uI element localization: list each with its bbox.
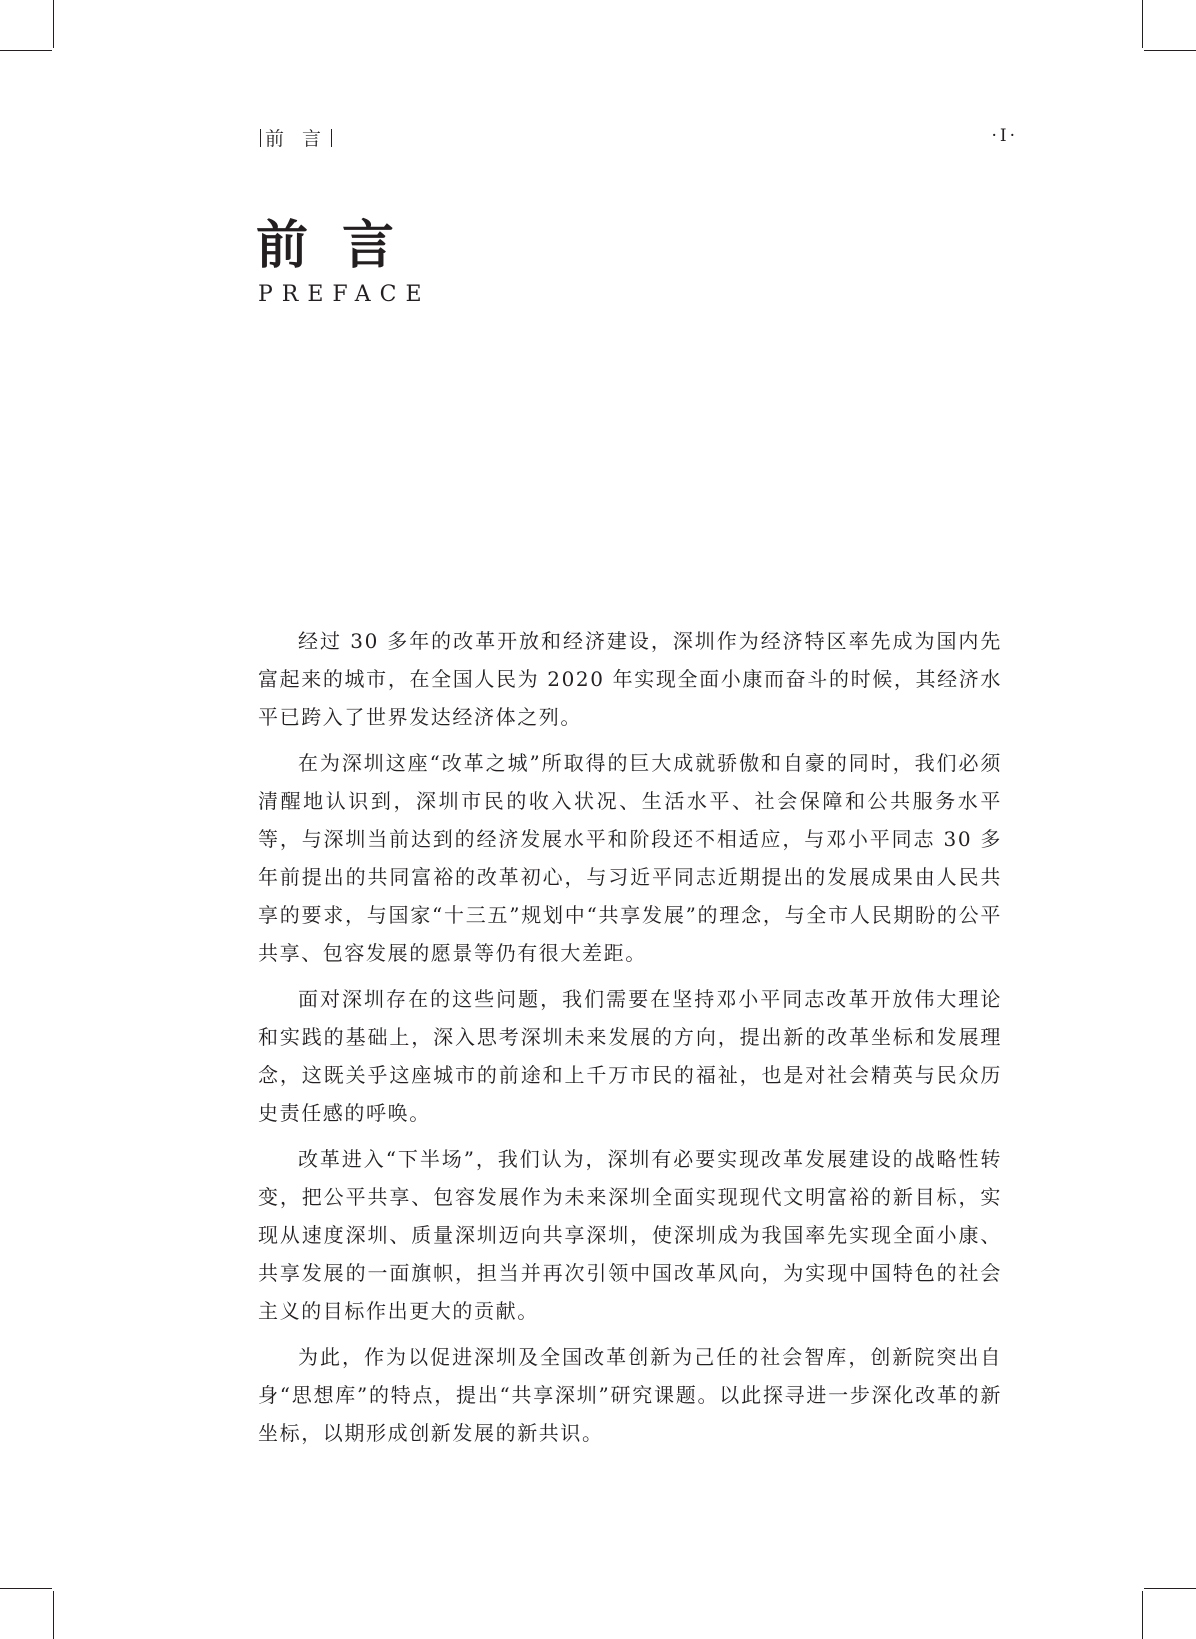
crop-mark (0, 50, 52, 51)
divider (260, 129, 261, 147)
paragraph: 改革进入“下半场”，我们认为，深圳有必要实现改革发展建设的战略性转变，把公平共享、包容发展作为未来深圳全面实现现代文明富裕的新目标，实现从速度深圳、质量深圳迈向共享深圳，使深圳成为我国率先实现全面小康、共享发展的一面旗帜，担当并再次引领中国改革风向，为实现中国特色的社会主义的目标作出更大的贡献。 (258, 1147, 1002, 1323)
crop-mark (53, 0, 54, 48)
crop-mark (1142, 0, 1143, 48)
crop-mark (0, 1588, 52, 1589)
page-subtitle: PREFACE (258, 282, 431, 307)
crop-mark (1144, 50, 1196, 51)
divider (331, 129, 332, 147)
page-number: ·I· (991, 126, 1018, 146)
running-head (256, 124, 336, 151)
paragraph: 在为深圳这座“改革之城”所取得的巨大成就骄傲和自豪的同时，我们必须清醒地认识到，深圳市民的收入状况、生活水平、社会保障和公共服务水平等，与深圳当前达到的经济发展水平和阶段还不相适应，与邓小平同志 30 多年前提出的共同富裕的改革初心，与习近平同志近期提出的发展成果由人民共享的要求，与国家“十三五”规划中“共享发展”的理念，与全市人民期盼的公平共享、包容发展的愿景等仍有很大差距。 (258, 751, 1002, 965)
crop-mark (1144, 1588, 1196, 1589)
body-text (258, 622, 1002, 1460)
page-title: 前言 (256, 215, 429, 276)
running-head-section: 前 言 (265, 128, 328, 150)
crop-mark (53, 1591, 54, 1639)
paragraph: 为此，作为以促进深圳及全国改革创新为己任的社会智库，创新院突出自身“思想库”的特点，提出“共享深圳”研究课题。以此探寻进一步深化改革的新坐标，以期形成创新发展的新共识。 (258, 1345, 1002, 1445)
paragraph: 经过 30 多年的改革开放和经济建设，深圳作为经济特区率先成为国内先富起来的城市，在全国人民为 2020 年实现全面小康而奋斗的时候，其经济水平已跨入了世界发达经济体之列。 (258, 629, 1002, 729)
crop-mark (1142, 1591, 1143, 1639)
paragraph: 面对深圳存在的这些问题，我们需要在坚持邓小平同志改革开放伟大理论和实践的基础上，深入思考深圳未来发展的方向，提出新的改革坐标和发展理念，这既关乎这座城市的前途和上千万市民的福祉，也是对社会精英与民众历史责任感的呼唤。 (258, 987, 1002, 1125)
